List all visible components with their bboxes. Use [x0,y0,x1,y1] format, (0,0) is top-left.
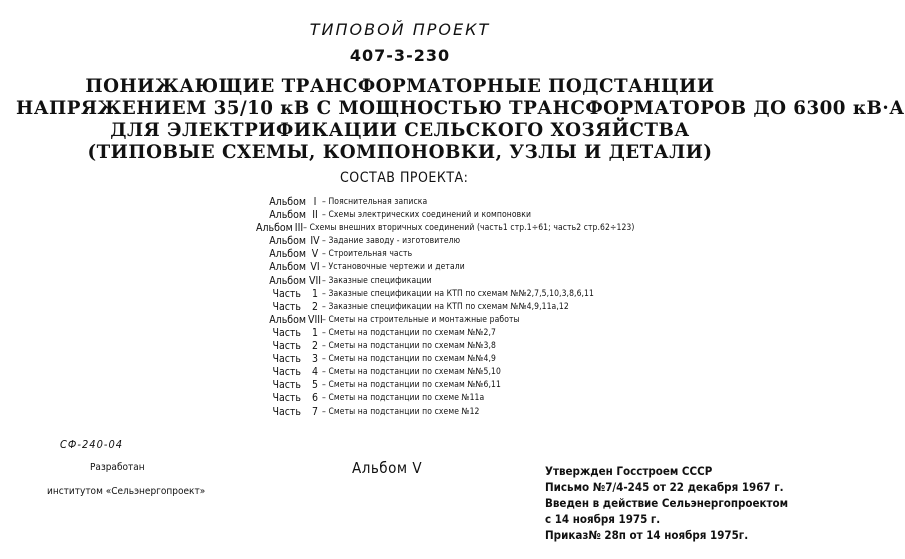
item-kind: Альбом [269,248,306,261]
approval-line: Введен в действие Сельэнергопроектом [545,496,789,510]
composition-item [256,222,635,235]
item-description: – Заказные спецификации на КТП по схемам №№2,7,5,10,3,8,6,11 [322,288,594,299]
composition-item [256,392,616,405]
item-description: – Задание заводу - изготовителю [322,236,461,247]
item-number: IV [310,235,320,248]
item-kind: Часть [272,326,301,339]
item-kind: Часть [272,300,301,313]
item-number: VII [308,274,322,287]
item-number: 1 [311,326,318,339]
composition-item [256,235,616,248]
item-description: – Сметы на подстанции по схеме №11а [322,393,485,404]
item-description: – Сметы на подстанции по схемам №№4,9 [322,354,496,365]
item-number: 7 [311,405,318,418]
item-kind: Часть [272,405,301,418]
item-number: II [312,209,318,222]
composition-item [256,327,616,340]
composition-heading: СОСТАВ ПРОЕКТА: [340,170,469,186]
item-description: – Заказные спецификации на КТП по схемам №№4,9,11а,12 [322,301,569,312]
item-number: 2 [311,340,318,353]
item-number: 5 [311,379,318,392]
composition-item [256,288,616,301]
composition-item [256,301,616,314]
item-kind: Часть [272,353,301,366]
item-number: 3 [311,353,318,366]
title-line-4: (ТИПОВЫЕ СХЕМЫ, КОМПОНОВКИ, УЗЛЫ И ДЕТАЛИ) [87,141,713,163]
item-description: – Схемы внешних вторичных соединений (часть1 стр.1÷61; часть2 стр.62÷123) [303,223,635,234]
item-description: – Строительная часть [322,249,413,260]
approval-line: с 14 ноября 1975 г. [545,512,661,526]
developer-organization: институтом «Сельэнергопроект» [47,486,206,497]
item-number: 4 [311,366,318,379]
item-description: – Заказные спецификации [322,275,432,286]
item-kind: Часть [272,379,301,392]
item-description: – Пояснительная записка [322,197,428,207]
album-label: Альбом V [352,459,423,477]
composition-item [256,353,616,366]
item-description: – Сметы на подстанции по схемам №№5,10 [322,367,501,378]
composition-item [256,366,616,379]
composition-item [256,340,616,353]
composition-item [256,209,616,222]
composition-item [256,196,616,209]
composition-item [256,275,616,288]
item-kind: Часть [272,340,301,353]
approval-line: Приказ№ 28п от 14 ноября 1975г. [545,528,749,542]
item-number: V [311,248,319,261]
item-number: VI [310,261,320,274]
document-type-label: ТИПОВОЙ ПРОЕКТ [309,20,491,39]
item-kind: Часть [272,287,301,300]
approval-line: Утвержден Госстроем СССР [545,464,713,478]
item-kind: Альбом [269,274,306,287]
composition-item [256,406,616,419]
sheet-code: СФ-240-04 [60,438,124,451]
composition-list [256,196,635,419]
item-description: – Установочные чертежи и детали [322,262,465,273]
title-line-1: ПОНИЖАЮЩИЕ ТРАНСФОРМАТОРНЫЕ ПОДСТАНЦИИ [85,75,715,97]
item-kind: Альбом [256,222,293,235]
composition-item [256,261,616,274]
item-description: – Сметы на подстанции по схемам №№2,7 [322,327,496,338]
item-kind: Альбом [269,196,306,208]
item-description: – Сметы на подстанции по схеме №12 [322,406,480,417]
composition-item [256,379,616,392]
item-kind: Альбом [269,313,306,326]
item-description: – Сметы на строительные и монтажные работы [322,314,520,325]
title-line-2: НАПРЯЖЕНИЕМ 35/10 кВ С МОЩНОСТЬЮ ТРАНСФОРМАТОРОВ ДО 6300 кВ·А [16,97,905,119]
item-number: VIII [308,313,323,326]
item-description: – Схемы электрических соединений и компоновки [322,210,532,221]
item-description: – Сметы на подстанции по схемам №№3,8 [322,341,496,352]
title-line-3: ДЛЯ ЭЛЕКТРИФИКАЦИИ СЕЛЬСКОГО ХОЗЯЙСТВА [110,119,690,141]
item-kind: Часть [272,366,301,379]
project-number: 407-3-230 [349,46,451,65]
approval-line: Письмо №7/4-245 от 22 декабря 1967 г. [545,480,784,494]
item-kind: Часть [272,392,301,405]
composition-item [256,314,616,327]
item-number: 2 [311,300,318,313]
item-number: III [294,222,304,235]
item-number: I [313,196,317,208]
item-description: – Сметы на подстанции по схемам №№6,11 [322,380,501,391]
item-kind: Альбом [269,261,306,274]
item-number: 1 [311,287,318,300]
item-kind: Альбом [269,209,306,222]
developer-label: Разработан [90,462,145,473]
item-number: 6 [311,392,318,405]
composition-item [256,248,616,261]
item-kind: Альбом [269,235,306,248]
